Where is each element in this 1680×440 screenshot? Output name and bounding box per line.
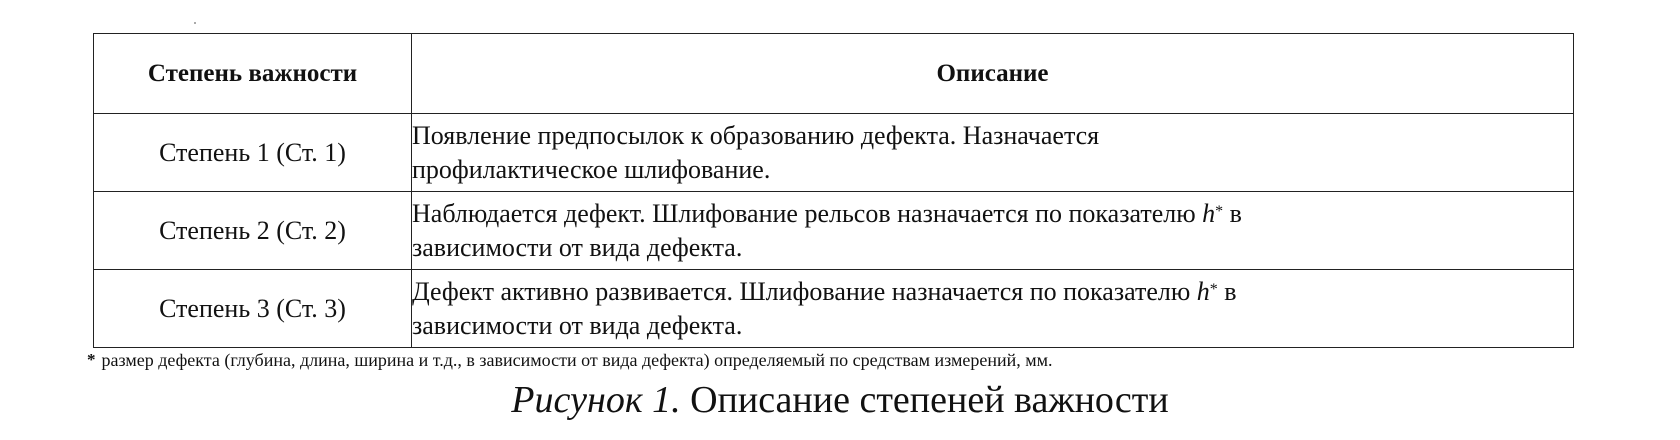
header-level: Степень важности bbox=[94, 34, 412, 114]
caption-text: Описание степеней важности bbox=[680, 379, 1169, 421]
row-3-description bbox=[412, 270, 1574, 348]
table-row bbox=[94, 270, 1574, 348]
row-1-line-2: профилактическое шлифование. bbox=[412, 154, 771, 184]
row-2-description bbox=[412, 192, 1574, 270]
table-row bbox=[94, 114, 1574, 192]
caption-label: Рисунок 1. bbox=[511, 379, 681, 421]
row-3-line-1-end: в bbox=[1217, 276, 1237, 306]
table-footnote bbox=[87, 350, 1053, 371]
row-3-line-1-start: Дефект активно развивается. Шлифование назначается по показателю bbox=[412, 276, 1197, 306]
footnote-marker: * bbox=[87, 350, 96, 369]
row-3-line-2: зависимости от вида дефекта. bbox=[412, 310, 743, 340]
row-2-superscript: * bbox=[1215, 202, 1224, 220]
header-description: Описание bbox=[412, 34, 1574, 114]
row-3-variable-h: h bbox=[1196, 276, 1210, 306]
row-1-description bbox=[412, 114, 1574, 192]
scan-speck bbox=[194, 22, 196, 24]
row-1-line-1: Появление предпосылок к образованию дефекта. Назначается bbox=[412, 120, 1100, 150]
table-row bbox=[94, 192, 1574, 270]
severity-table-container bbox=[93, 33, 1573, 348]
table-header-row bbox=[94, 34, 1574, 114]
severity-table bbox=[93, 33, 1574, 348]
row-3-superscript: * bbox=[1209, 280, 1218, 298]
row-2-variable-h: h bbox=[1202, 198, 1216, 228]
row-2-line-1-start: Наблюдается дефект. Шлифование рельсов назначается по показателю bbox=[412, 198, 1203, 228]
row-3-level: Степень 3 (Ст. 3) bbox=[94, 270, 412, 348]
footnote-text: размер дефекта (глубина, длина, ширина и т.д., в зависимости от вида дефекта) определяемый по средствам измерений, мм. bbox=[101, 350, 1053, 370]
row-1-level: Степень 1 (Ст. 1) bbox=[94, 114, 412, 192]
row-2-line-2: зависимости от вида дефекта. bbox=[412, 232, 743, 262]
row-2-line-1-end: в bbox=[1223, 198, 1242, 228]
row-2-level: Степень 2 (Ст. 2) bbox=[94, 192, 412, 270]
figure-caption bbox=[0, 378, 1680, 422]
